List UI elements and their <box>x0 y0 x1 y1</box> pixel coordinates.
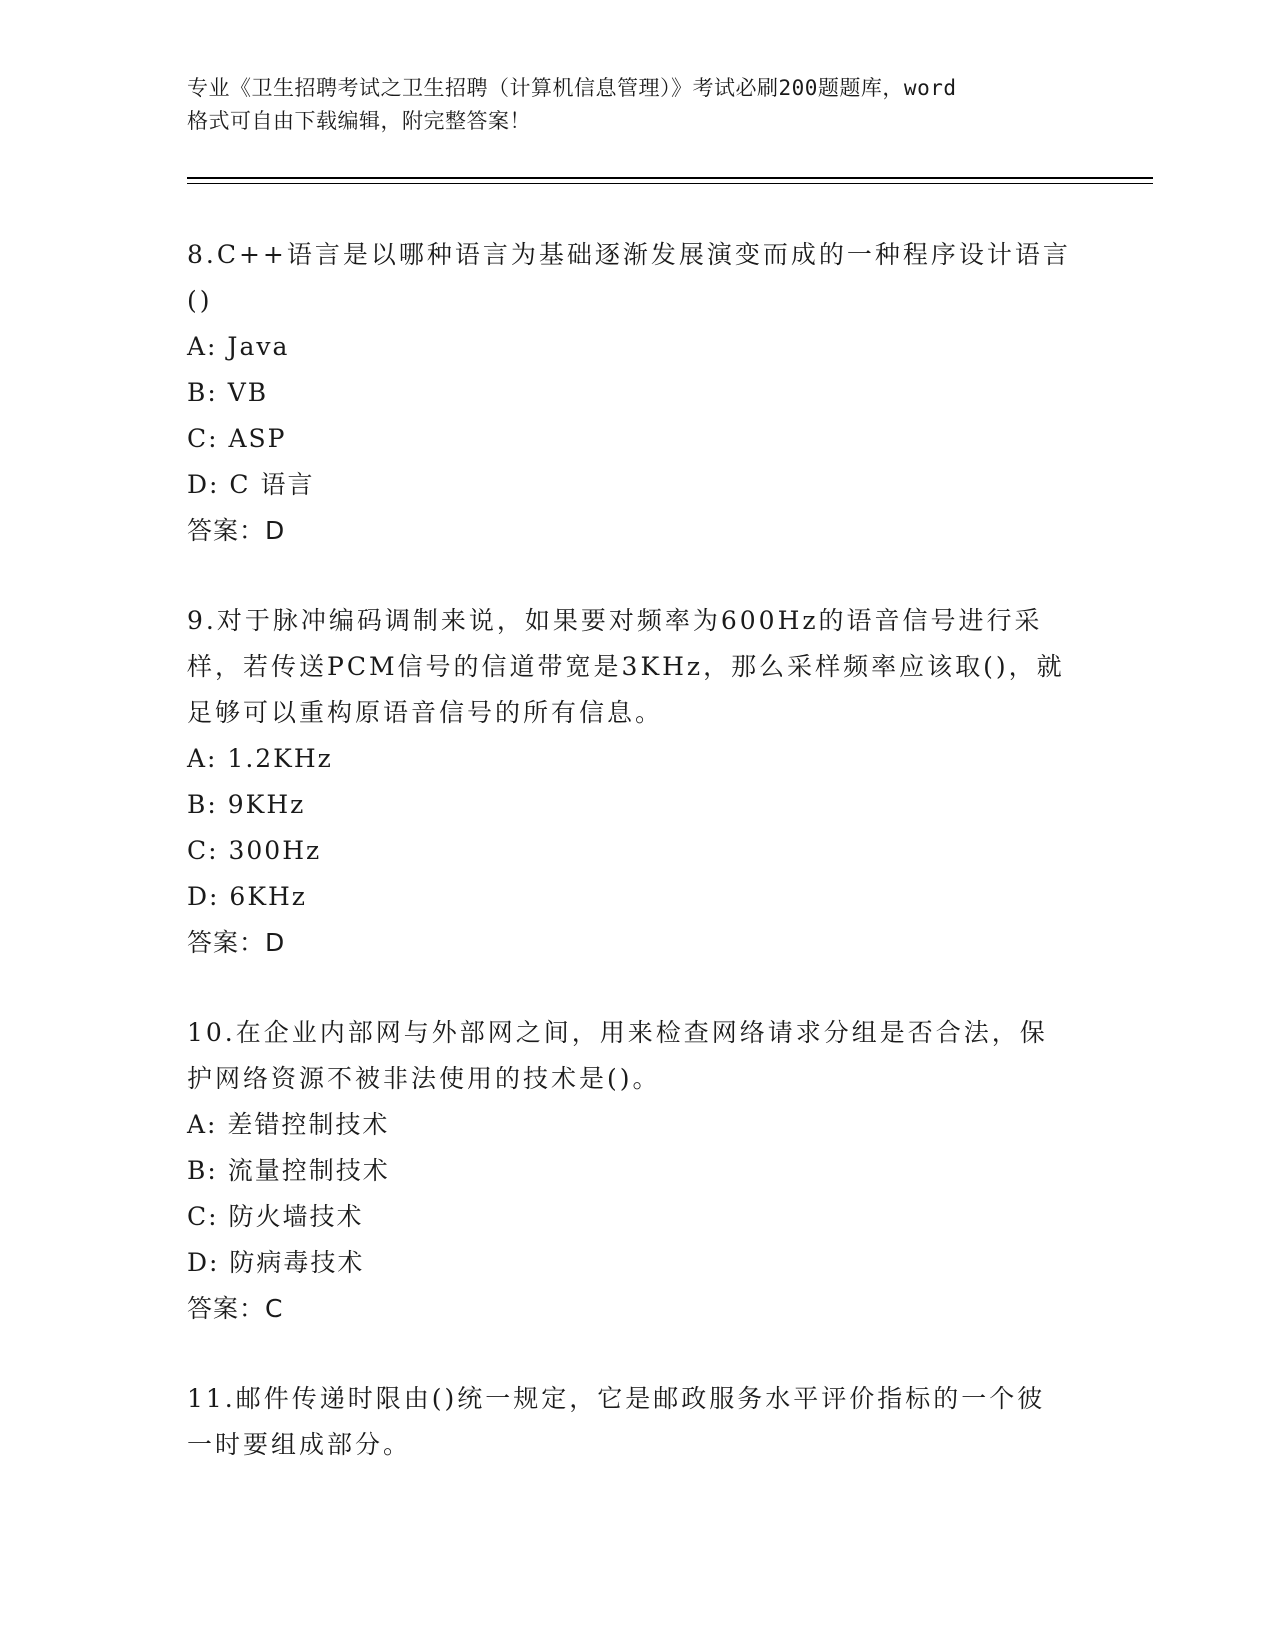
question-text-line: 足够可以重构原语音信号的所有信息。 <box>187 698 664 727</box>
option-a: A: 差错控制技术 <box>187 1110 390 1139</box>
question-gap <box>187 1332 1087 1376</box>
question-8 <box>187 232 1087 554</box>
answer-label: 答案：C <box>187 1294 284 1323</box>
document-header <box>187 72 1087 138</box>
question-gap <box>187 554 1087 598</box>
question-text-line: 样，若传送PCM信号的信道带宽是3KHz，那么采样频率应该取()，就 <box>187 652 1065 681</box>
option-c: C: ASP <box>187 424 287 453</box>
header-line-1: 专业《卫生招聘考试之卫生招聘（计算机信息管理）》考试必刷200题题库，word <box>187 76 957 100</box>
option-d: D: 6KHz <box>187 882 307 911</box>
option-d: D: C 语言 <box>187 470 315 499</box>
question-text-line: 一时要组成部分。 <box>187 1430 412 1459</box>
option-d: D: 防病毒技术 <box>187 1248 365 1277</box>
option-c: C: 300Hz <box>187 836 322 865</box>
question-gap <box>187 966 1087 1010</box>
option-b: B: VB <box>187 378 269 407</box>
question-list <box>187 232 1087 1468</box>
option-b: B: 9KHz <box>187 790 306 819</box>
question-text-line: 护网络资源不被非法使用的技术是()。 <box>187 1064 661 1093</box>
option-a: A: 1.2KHz <box>187 744 333 773</box>
question-text-line: 9.对于脉冲编码调制来说，如果要对频率为600Hz的语音信号进行采 <box>187 606 1043 635</box>
option-c: C: 防火墙技术 <box>187 1202 364 1231</box>
header-divider-thin <box>187 183 1153 184</box>
option-a: A: Java <box>187 332 290 361</box>
question-11 <box>187 1376 1087 1468</box>
question-10 <box>187 1010 1087 1332</box>
answer-label: 答案：D <box>187 516 286 545</box>
question-text-line: () <box>187 286 213 315</box>
question-9 <box>187 598 1087 966</box>
question-text-line: 11.邮件传递时限由()统一规定，它是邮政服务水平评价指标的一个彼 <box>187 1384 1046 1413</box>
header-line-2: 格式可自由下载编辑，附完整答案！ <box>187 109 531 133</box>
header-divider-thick <box>187 177 1153 179</box>
question-text-line: 8.C++语言是以哪种语言为基础逐渐发展演变而成的一种程序设计语言 <box>187 240 1071 269</box>
option-b: B: 流量控制技术 <box>187 1156 390 1185</box>
question-text-line: 10.在企业内部网与外部网之间，用来检查网络请求分组是否合法，保 <box>187 1018 1048 1047</box>
answer-label: 答案：D <box>187 928 286 957</box>
